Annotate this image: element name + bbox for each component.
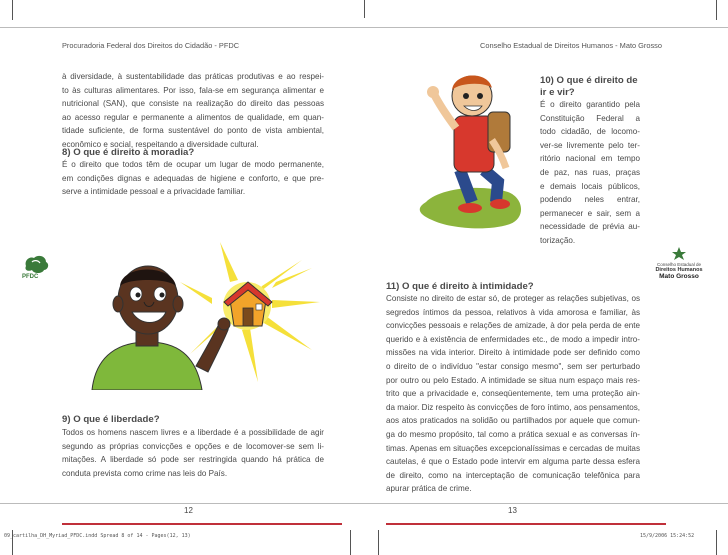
text-line: podendo neles entrar, (540, 195, 640, 205)
text-line: nutricional (SAN), que consiste na realização do direito das pessoas (62, 99, 324, 109)
text-line: por outro ou pelo Estado. A intimidade se situa num espaço mais res- (386, 375, 640, 385)
text-line: de paz, nas ruas, praças (540, 167, 640, 177)
trim-mark (716, 0, 717, 20)
logo-text-mid: Direitos Humanos (655, 267, 703, 273)
trim-mark (0, 503, 728, 504)
text-line: cautelas, é que o Estado pode intervir em alguma parte dessa esfera (386, 457, 640, 467)
text-line: Constituição Federal a (540, 113, 640, 123)
section-body-q9 (62, 426, 324, 480)
trim-mark (716, 530, 717, 555)
text-line: timas. Apenas em situações excepcionalíssimas e cercadas de muitas (386, 443, 640, 453)
intro-paragraph (62, 70, 324, 152)
text-line: econômico e social, respeitando a diversidade cultural. (62, 139, 259, 149)
footer-slug-right: 15/9/2006 15:24:52 (640, 533, 695, 539)
accent-line (62, 523, 342, 525)
text-line: permanecer e sair, sem a (540, 208, 640, 218)
text-line: ritório nacional em tempo (540, 154, 640, 164)
section-title-q8: 8) O que é direito à moradia? (62, 147, 195, 158)
text-line: É o direito garantido pela (540, 100, 640, 109)
pfdc-logo-text: PFDC (22, 274, 39, 280)
text-line: e demais locais públicos, (540, 181, 640, 191)
text-line: de direito, como na interceptação de comunicação telefônica para (386, 470, 640, 480)
text-line: Todos os homens nascem livres e a liberdade é a possibilidade de agir (62, 428, 324, 437)
text-line: ga do mesmo propósito, tal como a prática sexual e as conversas ín- (386, 429, 640, 439)
text-line: to às culturas alimentares. Por isso, fala-se em segurança alimentar e (62, 85, 324, 95)
text-line: torização. (540, 235, 576, 245)
logo-text-small: Conselho Estadual de (656, 262, 702, 267)
text-line: o direito de o indivíduo "estar consigo mesmo", sem ser perturbado (386, 361, 640, 371)
conselho-logo (648, 246, 710, 286)
text-line: em condições dignas e adequadas de higiene e conforto, e que pre- (62, 173, 324, 183)
header-right: Conselho Estadual de Direitos Humanos - Mato Grosso (480, 41, 662, 50)
text-line: tidade suficiente, de forma sustentável do ponto de vista ambiental, (62, 126, 324, 136)
text-line: aos atos praticados na solidão ou partilhados por aquele que comun- (386, 416, 640, 426)
section-body-q8 (62, 158, 324, 199)
text-line: à diversidade, à sustentabilidade das práticas produtivas e ao respei- (62, 72, 324, 81)
section-title-q11: 11) O que é direito à intimidade? (386, 281, 534, 292)
text-line: mitações. A liberdade só pode ser restringida quando há prática de (62, 455, 324, 465)
text-line: Consiste no direito de estar só, de proteger as relações subjetivas, os (386, 294, 640, 303)
footer-slug-left: 09_cartilha_DH_Myriad_PFDC.indd Spread 8 of 14 - Pages(12, 13) (4, 533, 191, 539)
logo-text-big: Mato Grosso (659, 273, 699, 280)
trim-mark (364, 0, 365, 18)
section-body-q11 (386, 292, 640, 496)
text-line: ao acesso regular e permanente a alimentos de qualidade, em quan- (62, 112, 324, 122)
section-title-q9: 9) O que é liberdade? (62, 414, 160, 425)
text-line: segredos íntimos da pessoa, relativos à vida amorosa e familiar, às (386, 307, 640, 317)
running-boy-illustration (400, 52, 535, 232)
title-line: ir e vir? (540, 87, 575, 98)
page-number-left: 12 (184, 506, 193, 515)
accent-line (386, 523, 666, 525)
text-line: É o direito que todos têm de ocupar um lugar de modo permanente, (62, 160, 324, 169)
header-left: Procuradoria Federal dos Direitos do Cidadão - PFDC (62, 41, 240, 50)
trim-mark (378, 530, 379, 555)
text-line: conduta prevista como crime nas leis do País. (62, 468, 228, 478)
text-line: convicções pessoais e relações de amizade, à dor pela perda de ente (386, 321, 640, 331)
section-title-q10 (540, 75, 638, 99)
trim-mark (12, 0, 13, 20)
trim-mark (350, 530, 351, 555)
title-line: 10) O que é direito de (540, 75, 638, 86)
trim-mark (0, 27, 728, 28)
page-number-right: 13 (508, 506, 517, 515)
text-line: querido e à existência de enfermidades etc., de modo a impedir intro- (386, 334, 640, 344)
text-line: da maior. Diz respeito às convicções de foro íntimo, aos pensamentos, (386, 402, 640, 412)
pfdc-logo (20, 252, 52, 284)
text-line: ver-se livremente pelo ter- (540, 140, 640, 150)
text-line: serve a intimidade pessoal e a privacidade familiar. (62, 187, 246, 197)
text-line: segundo as próprias convicções e opções e de locomover-se sem li- (62, 441, 324, 451)
text-line: trito que a privacidade e, conseqüentemente, tem uma proteção ain- (386, 389, 640, 399)
text-line: missões na vida interior. Direito à intimidade pode ser definido como (386, 348, 640, 358)
text-line: apurar prática de crime. (386, 484, 472, 494)
text-line: todo cidadão, de locomo- (540, 127, 640, 137)
section-body-q10 (540, 98, 640, 248)
text-line: necessidade de prévia au- (540, 222, 640, 232)
man-with-house-illustration (62, 242, 324, 390)
